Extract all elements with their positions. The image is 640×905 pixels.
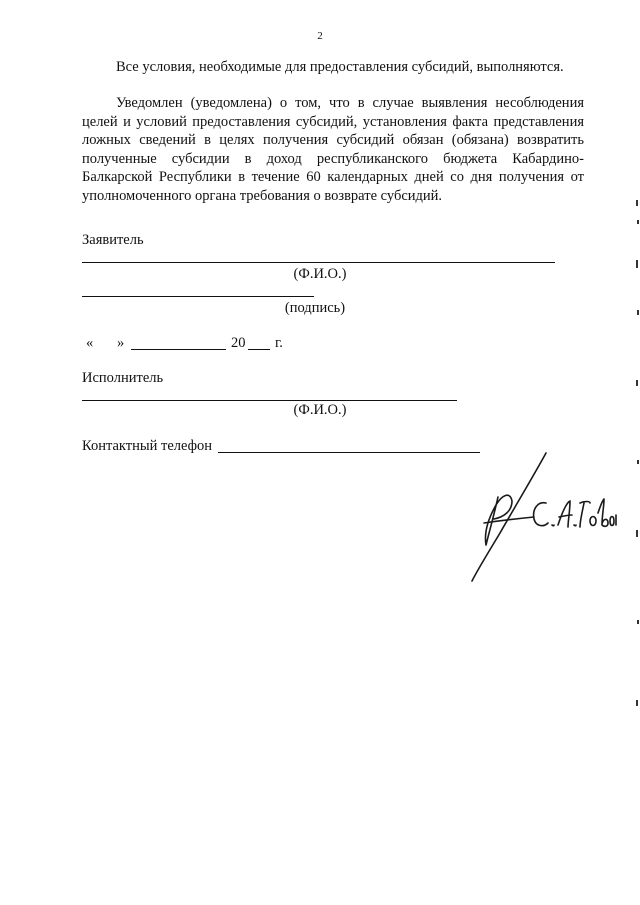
conditions-paragraph: Все условия, необходимые для предоставления субсидий, выполняются. — [116, 59, 564, 75]
applicant-name-line — [82, 262, 555, 263]
notification-paragraph: Уведомлен (уведомлена) о том, что в случае выявления несоблюдения целей и условий предоставления субсидий, установления факта представления ложных сведений в целях получения субсидий обязан (обязана) возвратить полученные субсидии в доход республиканского бюджета Кабардино-Балкарской Республики в течение 60 календарных дней со дня получения от уполномоченного органа требования о возврате субсидий. — [82, 95, 584, 204]
handwritten-signature — [438, 445, 618, 590]
signature-caption: (подпись) — [284, 300, 346, 316]
scan-edge-marks — [632, 200, 640, 760]
date-close-quote: » — [117, 335, 125, 351]
performer-label: Исполнитель — [82, 370, 164, 386]
date-year-line — [248, 349, 270, 350]
applicant-label: Заявитель — [82, 232, 144, 248]
date-year-suffix: г. — [275, 335, 283, 351]
performer-fio-caption: (Ф.И.О.) — [293, 402, 347, 418]
date-year-prefix: 20 — [231, 335, 246, 351]
applicant-fio-caption: (Ф.И.О.) — [293, 266, 347, 282]
date-open-quote: « — [86, 335, 94, 351]
page-number: 2 — [317, 30, 323, 42]
phone-label: Контактный телефон — [82, 438, 213, 454]
performer-name-line — [82, 400, 457, 401]
date-month-line — [131, 349, 226, 350]
signature-line — [82, 296, 314, 297]
